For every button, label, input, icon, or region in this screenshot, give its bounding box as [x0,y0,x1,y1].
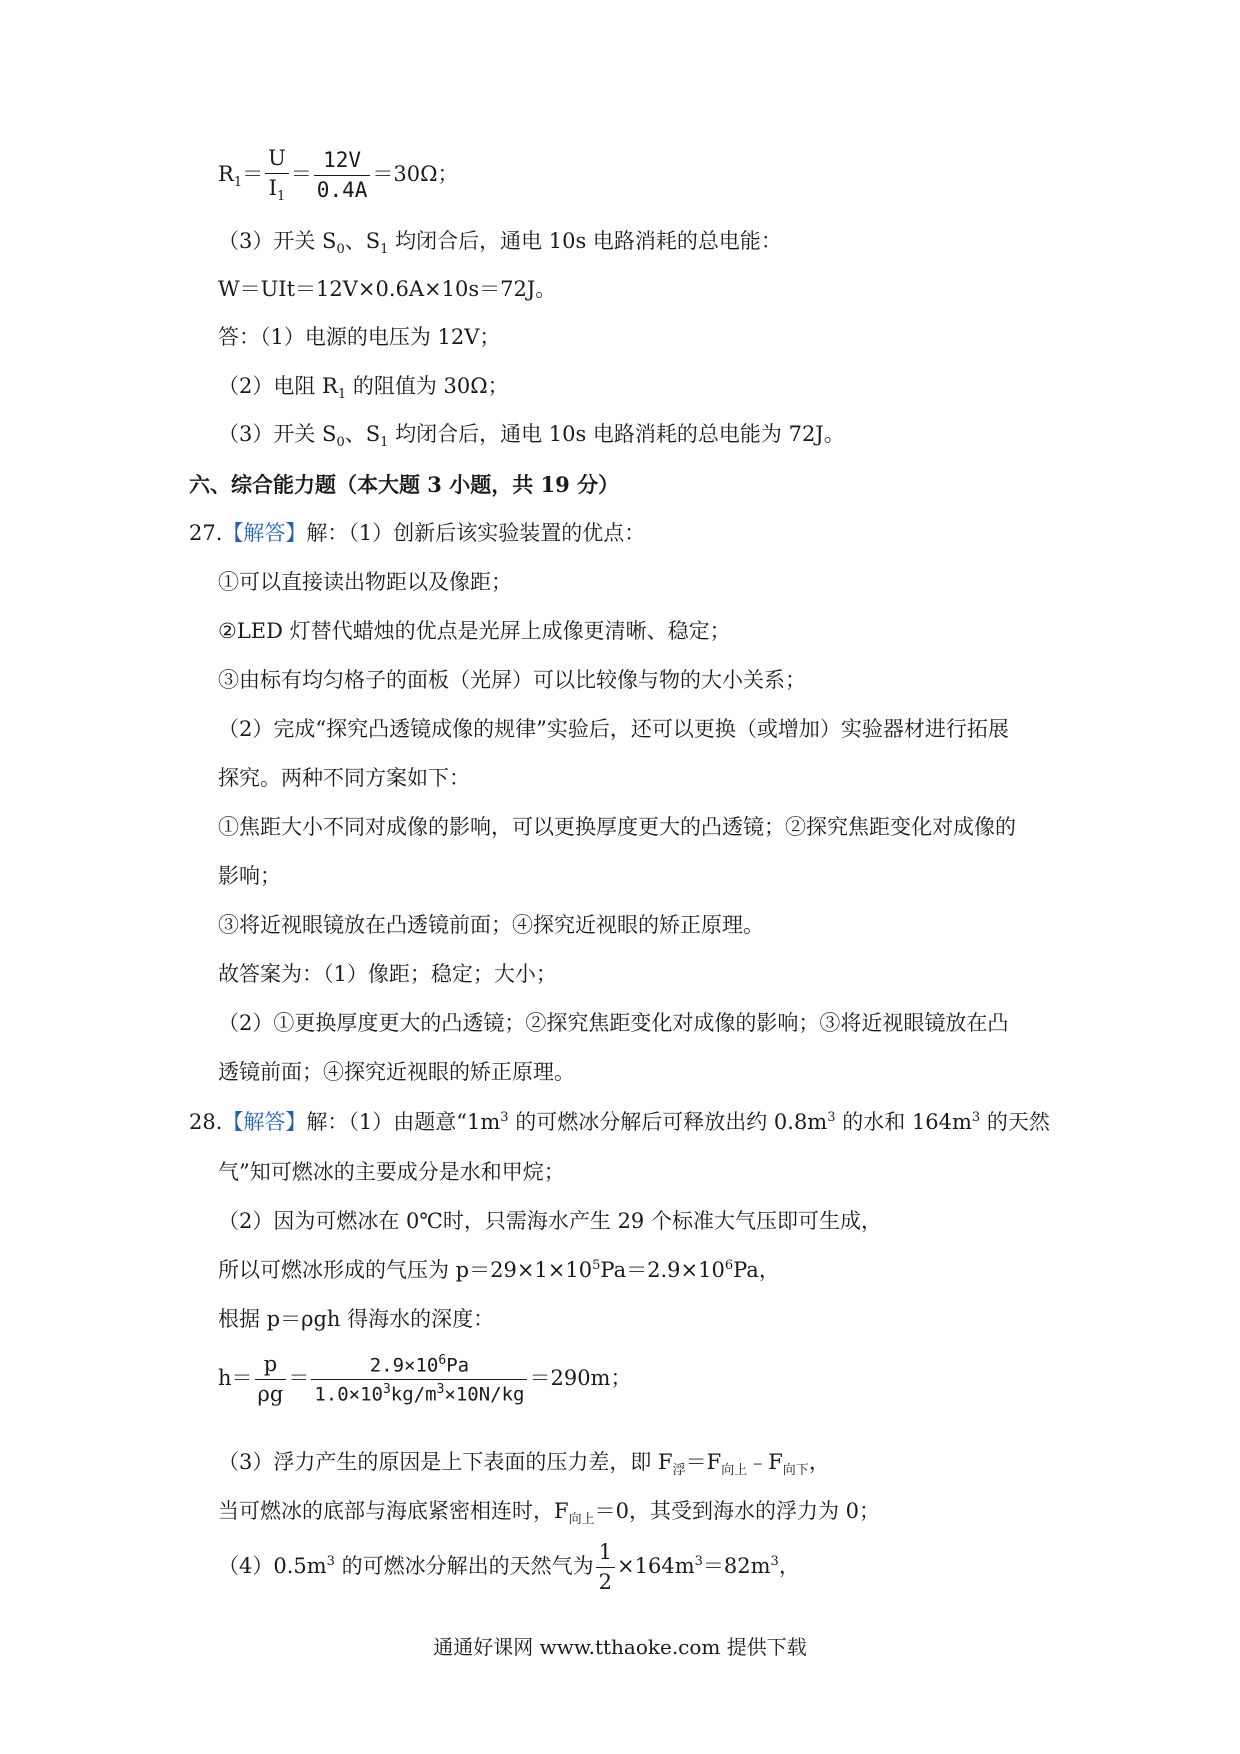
denominator [265,174,289,205]
text: 解：（1）由题意“1m [306,1110,501,1134]
line-w-formula: W＝UIt＝12V×0.6A×10s＝72J。 [218,277,557,301]
text: 所以可燃冰形成的气压为 p＝29×1×10 [218,1258,593,1282]
text: Pa [446,1354,470,1377]
text: ×10N/kg [444,1383,525,1406]
sup: 3 [382,1382,391,1398]
sup: 6 [724,1258,734,1273]
q28-line-2: 气”知可燃冰的主要成分是水和甲烷； [218,1160,565,1184]
numerator [311,1353,527,1380]
numerator: 1 [596,1540,615,1568]
result: ＝30Ω； [372,161,459,186]
text: ×164m [617,1554,695,1579]
r1-subscript: 1 [233,175,243,191]
q27-point-5: 探究。两种不同方案如下： [218,766,470,790]
text: ﹣F [747,1450,783,1474]
section-6-heading: 六、综合能力题（本大题 3 小题，共 19 分） [189,472,620,497]
answer-3 [218,422,845,451]
h-symbol: h＝ [218,1366,253,1391]
text: 的水和 164m [835,1110,972,1134]
q27-answer-summary: 故答案为：（1）像距；稳定；大小； [218,962,557,986]
r1-symbol: R [218,161,234,186]
den-main: I [268,176,277,201]
text: kg/m [390,1383,437,1406]
text: 解：（1）创新后该实验装置的优点： [306,521,646,545]
text: 1.0×10 [314,1383,383,1406]
fraction-depth-values [311,1353,527,1406]
sup: 3 [827,1110,836,1125]
text: ， [808,1450,830,1474]
den-sub: 1 [276,189,286,205]
q27-header [189,521,645,546]
q28-buoyancy-line [218,1450,830,1479]
text: 的天然 [980,1110,1050,1134]
q27-answer-2-cont: 透镜前面；④探究近视眼的矫正原理。 [218,1060,575,1084]
q28-pressure-line [218,1258,780,1283]
fraction-one-half [596,1540,615,1595]
q28-gas-volume [218,1540,800,1595]
text: （3）开关 S [218,422,337,446]
denominator: ρg [257,1382,284,1407]
denominator: 0.4A [316,177,368,202]
sub: 向上 [568,1512,595,1528]
q28-depth-intro: 根据 p＝ρgh 得海水的深度： [218,1307,495,1331]
text: ＝82m [702,1554,771,1579]
equals: ＝ [288,1366,310,1391]
sup: 3 [694,1554,703,1570]
sub: 0 [336,242,345,258]
sub: 向上 [721,1463,748,1479]
sup: 3 [500,1110,509,1125]
q27-point-4: （2）完成“探究凸透镜成像的规律”实验后，还可以更换（或增加）实验器材进行拓展 [218,717,1009,741]
q27-point-6: ①焦距大小不同对成像的影响，可以更换厚度更大的凸透镜；②探究焦距变化对成像的 [218,815,1016,839]
fraction-values [314,148,371,203]
text: ＝F [685,1450,722,1474]
numerator: U [265,146,289,174]
question-number: 27. [189,521,223,545]
denominator [311,1380,527,1406]
text: 、S [344,229,381,253]
page-footer: 通通好课网 www.tthaoke.com 提供下载 [433,1635,807,1659]
sup: 3 [770,1554,779,1570]
text: ＝0，其受到海水的浮力为 0； [594,1499,880,1523]
text: 、S [344,422,381,446]
sup: 3 [436,1382,445,1398]
q28-line-3: （2）因为可燃冰在 0℃时，只需海水产生 29 个标准大气压即可生成， [218,1209,882,1233]
question-number: 28. [189,1110,223,1134]
equals: ＝ [290,161,312,186]
text: 2.9×10 [369,1354,439,1377]
sup: 3 [326,1554,335,1570]
text: 均闭合后，通电 10s 电路消耗的总电能为 72J。 [388,422,845,446]
q27-point-3: ③由标有均匀格子的面板（光屏）可以比较像与物的大小关系； [218,668,806,692]
numerator: p [255,1352,287,1380]
formula-depth [218,1352,631,1407]
q27-answer-2: （2）①更换厚度更大的凸透镜；②探究焦距变化对成像的影响；③将近视眼镜放在凸 [218,1011,1009,1035]
sup: 6 [438,1353,447,1369]
q27-point-8: ③将近视眼镜放在凸透镜前面；④探究近视眼的矫正原理。 [218,913,764,937]
text: （4）0.5m [218,1554,327,1579]
q27-point-2: ②LED 灯替代蜡烛的优点是光屏上成像更清晰、稳定； [218,619,731,643]
text: 的阻值为 30Ω； [346,374,509,398]
sub: 向下 [782,1463,809,1479]
answer-tag: 【解答】 [222,521,307,545]
sub: 1 [380,435,389,451]
text: ， [778,1554,800,1579]
answer-tag: 【解答】 [222,1110,307,1134]
sup: 3 [971,1110,981,1125]
result: ＝290m； [529,1366,632,1391]
line-3-energy [218,229,782,258]
equals: ＝ [242,161,264,186]
sub: 浮 [672,1463,686,1479]
text: 当可燃冰的底部与海底紧密相连时，F [218,1499,569,1523]
text: 均闭合后，通电 10s 电路消耗的总电能： [388,229,782,253]
sup: 5 [592,1258,601,1273]
text: 的可燃冰分解后可释放出约 0.8m [508,1110,828,1134]
sub: 0 [336,435,345,451]
formula-r1 [218,146,459,205]
text: （3）开关 S [218,229,337,253]
fraction-u-over-i [265,146,289,205]
answer-2 [218,374,509,403]
q28-header [189,1110,1050,1135]
numerator: 12V [314,148,371,176]
q27-point-7: 影响； [218,864,281,888]
sub: 1 [337,387,347,403]
text: Pa＝2.9×10 [600,1258,725,1282]
text: Pa， [733,1258,780,1282]
q27-point-1: ①可以直接读出物距以及像距； [218,570,512,594]
fraction-p-over-rhog [255,1352,287,1407]
text: （3）浮力产生的原因是上下表面的压力差，即 F [218,1450,673,1474]
answer-1: 答：（1）电源的电压为 12V； [218,325,501,349]
text: （2）电阻 R [218,374,338,398]
denominator: 2 [598,1570,613,1595]
sub: 1 [380,242,389,258]
q28-buoyancy-zero [218,1499,880,1528]
text: 的可燃冰分解出的天然气为 [334,1554,594,1579]
